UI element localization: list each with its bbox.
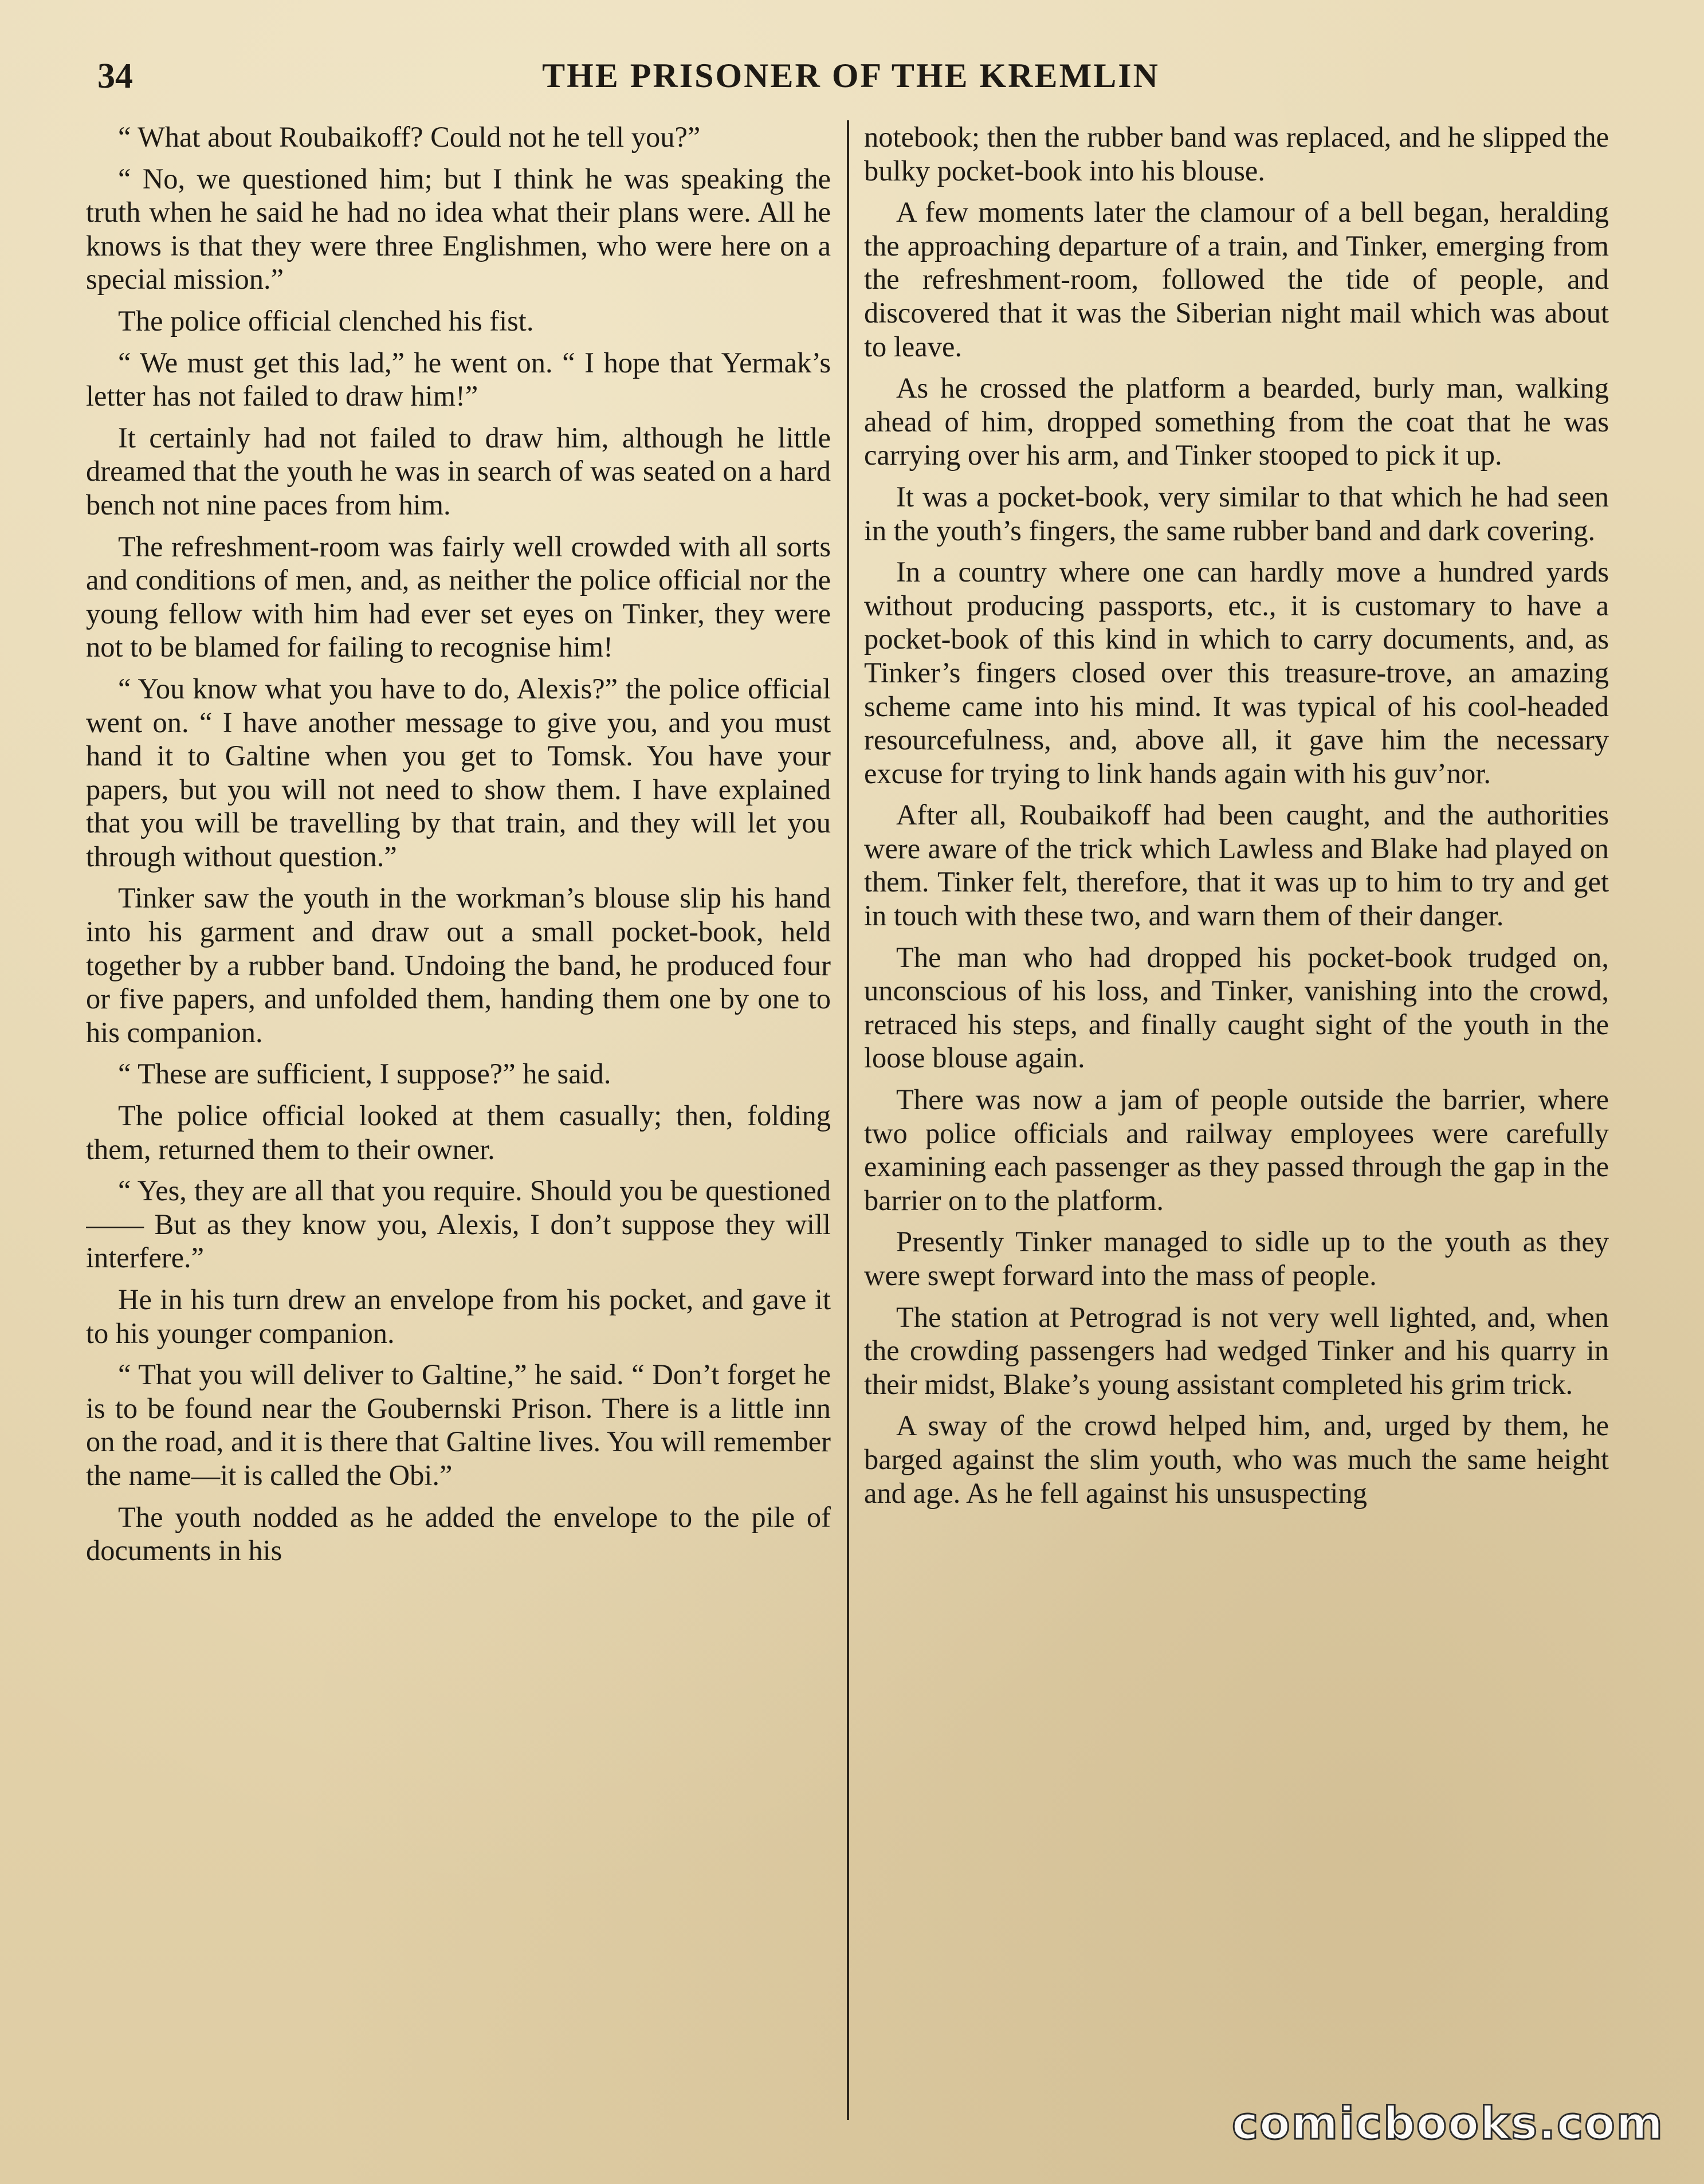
paragraph: As he crossed the platform a bearded, burly man, walking ahead of him, dropped something from the coat that he was carrying over his arm, and Tinker stooped to pick it up.: [864, 372, 1609, 472]
paragraph: It certainly had not failed to draw him, although he little dreamed that the youth he was in search of was seated on a hard bench not nine paces from him.: [86, 421, 831, 521]
paragraph: “ That you will deliver to Galtine,” he said. “ Don’t forget he is to be found near the Goubernski Prison. There is a little inn on the road, and it is there that Galtine lives. You will remember the name—it is called the Obi.”: [86, 1358, 831, 1491]
paragraph: “ No, we questioned him; but I think he was speaking the truth when he said he had no idea what their plans were. All he knows is that they were three Englishmen, who were here on a special mission.”: [86, 162, 831, 296]
left-column: [86, 120, 831, 2120]
paragraph: The station at Petrograd is not very well lighted, and, when the crowding passengers had wedged Tinker and his quarry in their midst, Blake’s young assistant completed his grim trick.: [864, 1301, 1609, 1400]
paragraph: The youth nodded as he added the envelope to the pile of documents in his: [86, 1500, 831, 1567]
paragraph: The man who had dropped his pocket-book trudged on, unconscious of his loss, and Tinker, vanishing into the crowd, retraced his steps, and finally caught sight of the youth in the loose blouse again.: [864, 941, 1609, 1074]
page-number: 34: [97, 57, 133, 96]
paragraph: It was a pocket-book, very similar to that which he had seen in the youth’s fingers, the same rubber band and dark covering.: [864, 480, 1609, 547]
column-divider: [847, 120, 849, 2120]
paragraph: “ Yes, they are all that you require. Should you be questioned—— But as they know you, Alexis, I don’t suppose they will interfere.”: [86, 1175, 831, 1274]
paragraph: Presently Tinker managed to sidle up to the youth as they were swept forward into the mass of people.: [864, 1225, 1609, 1291]
paragraph: “ We must get this lad,” he went on. “ I hope that Yermak’s letter has not failed to draw him!”: [86, 346, 831, 413]
paragraph: A few moments later the clamour of a bell began, heralding the approaching departure of a train, and Tinker, emerging from the refreshment-room, followed the tide of people, and discovered that it was the Siberian night mail which was about to leave.: [864, 196, 1609, 363]
running-header: [86, 50, 1616, 108]
paragraph: “ These are sufficient, I suppose?” he said.: [118, 1058, 611, 1090]
running-title: THE PRISONER OF THE KREMLIN: [542, 57, 1160, 95]
paragraph: The police official clenched his fist.: [118, 304, 534, 337]
watermark: comicbooks.com: [1231, 2098, 1664, 2150]
paragraph: After all, Roubaikoff had been caught, and the authorities were aware of the trick which Lawless and Blake had played on them. Tinker felt, therefore, that it was up to him to try and get in touch with these two, and warn them of their danger.: [864, 799, 1609, 932]
paragraph: In a country where one can hardly move a hundred yards without producing passports, etc., it is customary to have a pocket-book of this kind in which to carry documents, and, as Tinker’s fingers closed over this treasure-trove, an amazing scheme came into his mind. It was typical of his cool-headed resourcefulness, and, above all, it gave him the necessary excuse for trying to link hands again with his guv’nor.: [864, 556, 1609, 789]
paragraph: “ You know what you have to do, Alexis?” the police official went on. “ I have another message to give you, and you must hand it to Galtine when you get to Tomsk. You have your papers, but you will not need to show them. I have explained that you will be travelling by that train, and they will let you through without question.”: [86, 672, 831, 873]
paragraph: A sway of the crowd helped him, and, urged by them, he barged against the slim youth, who was much the same height and age. As he fell against his unsuspecting: [864, 1409, 1609, 1509]
paragraph: The police official looked at them casually; then, folding them, returned them to their owner.: [86, 1099, 831, 1165]
paragraph: notebook; then the rubber band was replaced, and he slipped the bulky pocket-book into his blouse.: [864, 121, 1609, 187]
paragraph: There was now a jam of people outside the barrier, where two police officials and railway employees were carefully examining each passenger as they passed through the gap in the barrier on to the platform.: [864, 1083, 1609, 1216]
paragraph: “ What about Roubaikoff? Could not he tell you?”: [118, 121, 701, 153]
paragraph: The refreshment-room was fairly well crowded with all sorts and conditions of men, and, as neither the police official nor the young fellow with him had ever set eyes on Tinker, they were not to be blamed for failing to recognise him!: [86, 530, 831, 663]
paragraph: He in his turn drew an envelope from his pocket, and gave it to his younger companion.: [86, 1283, 831, 1349]
right-column: [864, 120, 1609, 2120]
paragraph: Tinker saw the youth in the workman’s blouse slip his hand into his garment and draw out a small pocket-book, held together by a rubber band. Undoing the band, he produced four or five papers, and unfolded them, handing them one by one to his companion.: [86, 882, 831, 1048]
